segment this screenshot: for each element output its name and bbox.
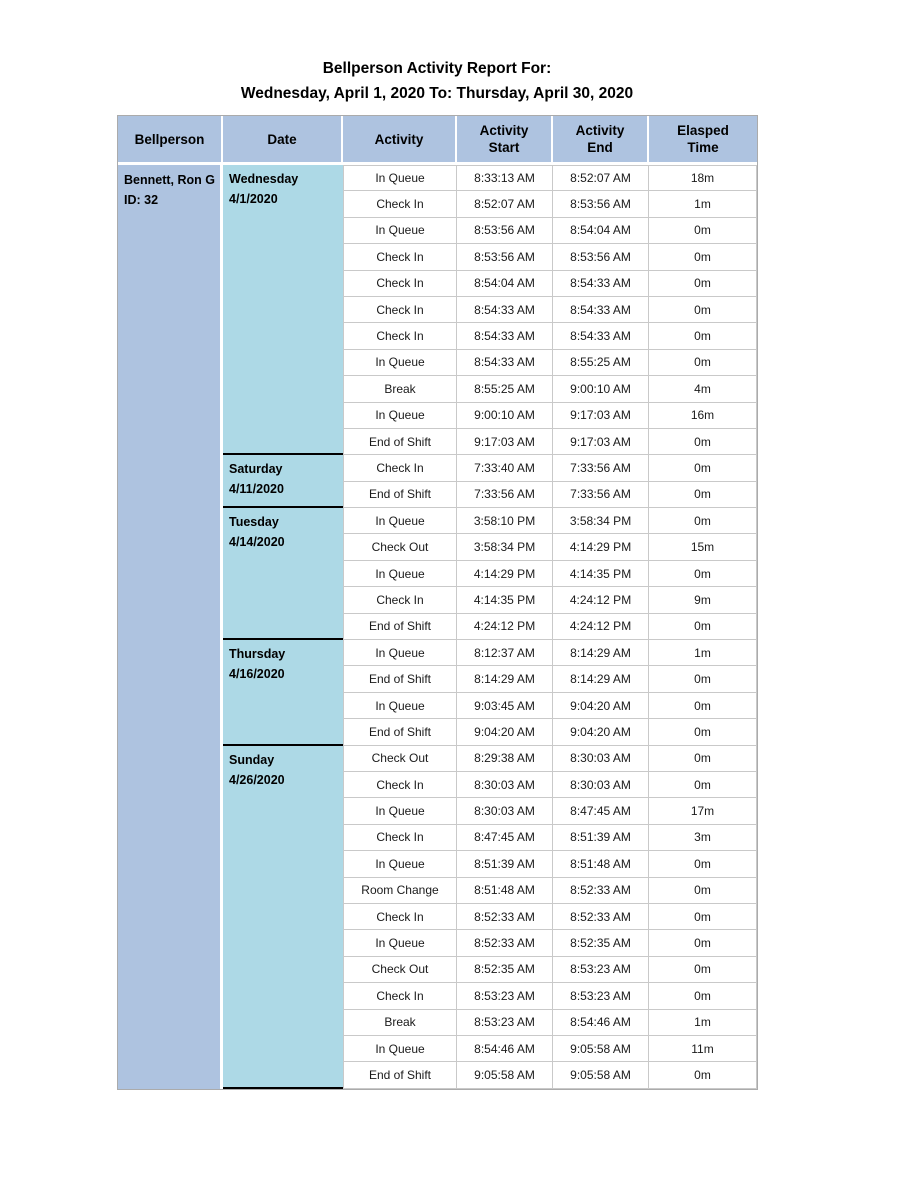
activity-cell: In Queue xyxy=(343,403,457,429)
date-day: Wednesday xyxy=(229,172,299,186)
activity-start-cell: 8:12:37 AM xyxy=(457,640,553,666)
elapsed-time-cell: 0m xyxy=(649,772,757,798)
activity-end-cell: 8:47:45 AM xyxy=(553,798,649,824)
activity-start-cell: 3:58:10 PM xyxy=(457,508,553,534)
activity-start-cell: 4:24:12 PM xyxy=(457,614,553,640)
activity-cell: In Queue xyxy=(343,640,457,666)
elapsed-time-cell: 9m xyxy=(649,587,757,613)
elapsed-time-cell: 0m xyxy=(649,719,757,745)
activity-end-cell: 8:52:33 AM xyxy=(553,904,649,930)
activity-end-cell: 8:30:03 AM xyxy=(553,746,649,772)
elapsed-time-cell: 1m xyxy=(649,1010,757,1036)
activity-cell: Break xyxy=(343,1010,457,1036)
elapsed-time-cell: 0m xyxy=(649,323,757,349)
activity-cell: Check Out xyxy=(343,746,457,772)
activity-cell: Check In xyxy=(343,587,457,613)
activity-end-cell: 8:53:56 AM xyxy=(553,244,649,270)
activity-start-cell: 8:52:33 AM xyxy=(457,930,553,956)
elapsed-time-cell: 11m xyxy=(649,1036,757,1062)
activity-cell: Check In xyxy=(343,191,457,217)
activity-cell: Break xyxy=(343,376,457,402)
elapsed-time-cell: 0m xyxy=(649,851,757,877)
elapsed-time-cell: 1m xyxy=(649,640,757,666)
activity-start-cell: 8:47:45 AM xyxy=(457,825,553,851)
elapsed-time-cell: 0m xyxy=(649,1062,757,1088)
date-day: Thursday xyxy=(229,647,286,662)
activity-cell: End of Shift xyxy=(343,1062,457,1088)
activity-start-cell: 8:54:33 AM xyxy=(457,297,553,323)
activity-start-cell: 7:33:40 AM xyxy=(457,455,553,481)
activity-end-cell: 9:05:58 AM xyxy=(553,1062,649,1088)
date-cell xyxy=(223,455,343,508)
activity-start-cell: 8:33:13 AM xyxy=(457,165,553,191)
elapsed-time-cell: 0m xyxy=(649,218,757,244)
activity-end-cell: 8:52:35 AM xyxy=(553,930,649,956)
elapsed-time-cell: 0m xyxy=(649,983,757,1009)
activity-cell: In Queue xyxy=(343,930,457,956)
bellperson-id: ID: 32 xyxy=(124,193,159,207)
activity-cell: In Queue xyxy=(343,508,457,534)
activity-start-cell: 8:53:56 AM xyxy=(457,218,553,244)
date-value: 4/14/2020 xyxy=(229,535,285,550)
activity-start-cell: 7:33:56 AM xyxy=(457,482,553,508)
activity-end-cell: 8:52:33 AM xyxy=(553,878,649,904)
elapsed-time-cell: 4m xyxy=(649,376,757,402)
activity-cell: Check In xyxy=(343,772,457,798)
date-cell xyxy=(223,746,343,1089)
elapsed-time-cell: 0m xyxy=(649,508,757,534)
elapsed-time-cell: 0m xyxy=(649,297,757,323)
activity-end-cell: 8:54:46 AM xyxy=(553,1010,649,1036)
activity-start-cell: 8:30:03 AM xyxy=(457,798,553,824)
activity-cell: Check In xyxy=(343,271,457,297)
activity-start-cell: 9:05:58 AM xyxy=(457,1062,553,1088)
elapsed-time-cell: 1m xyxy=(649,191,757,217)
activity-end-cell: 7:33:56 AM xyxy=(553,455,649,481)
activity-end-cell: 8:51:48 AM xyxy=(553,851,649,877)
activity-end-cell: 4:14:35 PM xyxy=(553,561,649,587)
date-value: 4/1/2020 xyxy=(229,192,278,206)
activity-start-cell: 9:00:10 AM xyxy=(457,403,553,429)
activity-end-cell: 8:54:33 AM xyxy=(553,323,649,349)
activity-cell: In Queue xyxy=(343,218,457,244)
activity-start-cell: 8:54:33 AM xyxy=(457,323,553,349)
activity-start-cell: 8:54:46 AM xyxy=(457,1036,553,1062)
header-cell-date: Date xyxy=(223,116,343,165)
elapsed-time-cell: 0m xyxy=(649,350,757,376)
activity-table xyxy=(117,115,758,1090)
elapsed-time-cell: 0m xyxy=(649,746,757,772)
elapsed-time-cell: 17m xyxy=(649,798,757,824)
activity-start-cell: 8:53:23 AM xyxy=(457,1010,553,1036)
activity-cell: Check Out xyxy=(343,534,457,560)
header-cell-activity: Activity xyxy=(343,116,457,165)
activity-start-cell: 8:52:35 AM xyxy=(457,957,553,983)
date-value: 4/16/2020 xyxy=(229,667,285,682)
activity-start-cell: 9:04:20 AM xyxy=(457,719,553,745)
activity-start-cell: 8:29:38 AM xyxy=(457,746,553,772)
bellperson-cell xyxy=(118,165,223,1089)
activity-end-cell: 9:04:20 AM xyxy=(553,693,649,719)
activity-end-cell: 8:53:56 AM xyxy=(553,191,649,217)
activity-end-cell: 8:54:04 AM xyxy=(553,218,649,244)
activity-end-cell: 4:24:12 PM xyxy=(553,587,649,613)
date-value: 4/26/2020 xyxy=(229,772,285,787)
date-cell xyxy=(223,165,343,455)
activity-cell: In Queue xyxy=(343,1036,457,1062)
date-cell xyxy=(223,508,343,640)
activity-cell: End of Shift xyxy=(343,666,457,692)
activity-cell: Check In xyxy=(343,983,457,1009)
activity-end-cell: 8:14:29 AM xyxy=(553,666,649,692)
elapsed-time-cell: 0m xyxy=(649,666,757,692)
activity-end-cell: 4:14:29 PM xyxy=(553,534,649,560)
elapsed-time-cell: 3m xyxy=(649,825,757,851)
activity-cell: In Queue xyxy=(343,693,457,719)
elapsed-time-cell: 16m xyxy=(649,403,757,429)
activity-end-cell: 3:58:34 PM xyxy=(553,508,649,534)
activity-cell: Check In xyxy=(343,904,457,930)
activity-start-cell: 8:52:33 AM xyxy=(457,904,553,930)
activity-end-cell: 8:53:23 AM xyxy=(553,957,649,983)
activity-end-cell: 9:17:03 AM xyxy=(553,429,649,455)
activity-start-cell: 3:58:34 PM xyxy=(457,534,553,560)
header-cell-activity-start: Activity Start xyxy=(457,116,553,165)
activity-start-cell: 8:54:33 AM xyxy=(457,350,553,376)
activity-start-cell: 8:51:39 AM xyxy=(457,851,553,877)
activity-cell: Check In xyxy=(343,455,457,481)
activity-start-cell: 4:14:35 PM xyxy=(457,587,553,613)
elapsed-time-cell: 0m xyxy=(649,904,757,930)
activity-start-cell: 9:03:45 AM xyxy=(457,693,553,719)
activity-end-cell: 8:54:33 AM xyxy=(553,271,649,297)
date-value: 4/11/2020 xyxy=(229,482,284,497)
elapsed-time-cell: 18m xyxy=(649,165,757,191)
header-cell-elapsed-time: Elasped Time xyxy=(649,116,757,165)
activity-cell: In Queue xyxy=(343,851,457,877)
activity-start-cell: 8:54:04 AM xyxy=(457,271,553,297)
activity-end-cell: 8:55:25 AM xyxy=(553,350,649,376)
header-row xyxy=(118,116,757,165)
activity-end-cell: 4:24:12 PM xyxy=(553,614,649,640)
activity-cell: End of Shift xyxy=(343,429,457,455)
elapsed-time-cell: 0m xyxy=(649,561,757,587)
activity-end-cell: 9:00:10 AM xyxy=(553,376,649,402)
elapsed-time-cell: 0m xyxy=(649,271,757,297)
elapsed-time-cell: 0m xyxy=(649,693,757,719)
activity-start-cell: 4:14:29 PM xyxy=(457,561,553,587)
activity-cell: In Queue xyxy=(343,165,457,191)
activity-cell: In Queue xyxy=(343,798,457,824)
elapsed-time-cell: 0m xyxy=(649,455,757,481)
elapsed-time-cell: 0m xyxy=(649,482,757,508)
activity-cell: Check In xyxy=(343,825,457,851)
activity-cell: In Queue xyxy=(343,350,457,376)
activity-end-cell: 9:05:58 AM xyxy=(553,1036,649,1062)
elapsed-time-cell: 0m xyxy=(649,614,757,640)
elapsed-time-cell: 0m xyxy=(649,930,757,956)
activity-cell: In Queue xyxy=(343,561,457,587)
report-title xyxy=(117,56,757,106)
activity-start-cell: 8:51:48 AM xyxy=(457,878,553,904)
header-cell-bellperson: Bellperson xyxy=(118,116,223,165)
report-title-line1: Bellperson Activity Report For: xyxy=(322,60,552,77)
activity-cell: Check In xyxy=(343,244,457,270)
activity-cell: End of Shift xyxy=(343,719,457,745)
activity-end-cell: 8:54:33 AM xyxy=(553,297,649,323)
activity-cell: End of Shift xyxy=(343,482,457,508)
report-title-line2: Wednesday, April 1, 2020 To: Thursday, April 30, 2020 xyxy=(240,85,634,102)
activity-end-cell: 8:51:39 AM xyxy=(553,825,649,851)
report-page xyxy=(117,56,757,1090)
activity-cell: Check Out xyxy=(343,957,457,983)
activity-start-cell: 8:53:56 AM xyxy=(457,244,553,270)
activity-end-cell: 9:04:20 AM xyxy=(553,719,649,745)
activity-start-cell: 8:55:25 AM xyxy=(457,376,553,402)
bellperson-name: Bennett, Ron G xyxy=(124,173,215,187)
activity-start-cell: 9:17:03 AM xyxy=(457,429,553,455)
activity-cell: Check In xyxy=(343,297,457,323)
activity-cell: Check In xyxy=(343,323,457,349)
activity-start-cell: 8:14:29 AM xyxy=(457,666,553,692)
header-cell-activity-end: Activity End xyxy=(553,116,649,165)
activity-cell: Room Change xyxy=(343,878,457,904)
activity-end-cell: 8:53:23 AM xyxy=(553,983,649,1009)
activity-cell: End of Shift xyxy=(343,614,457,640)
date-cell xyxy=(223,640,343,746)
activity-start-cell: 8:53:23 AM xyxy=(457,983,553,1009)
elapsed-time-cell: 0m xyxy=(649,244,757,270)
table-row xyxy=(118,165,757,191)
activity-start-cell: 8:52:07 AM xyxy=(457,191,553,217)
date-day: Saturday xyxy=(229,462,283,477)
activity-end-cell: 7:33:56 AM xyxy=(553,482,649,508)
activity-end-cell: 8:30:03 AM xyxy=(553,772,649,798)
date-day: Tuesday xyxy=(229,515,279,530)
activity-end-cell: 9:17:03 AM xyxy=(553,403,649,429)
activity-end-cell: 8:14:29 AM xyxy=(553,640,649,666)
elapsed-time-cell: 0m xyxy=(649,957,757,983)
activity-start-cell: 8:30:03 AM xyxy=(457,772,553,798)
elapsed-time-cell: 0m xyxy=(649,878,757,904)
elapsed-time-cell: 0m xyxy=(649,429,757,455)
date-day: Sunday xyxy=(229,752,275,767)
elapsed-time-cell: 15m xyxy=(649,534,757,560)
activity-end-cell: 8:52:07 AM xyxy=(553,165,649,191)
